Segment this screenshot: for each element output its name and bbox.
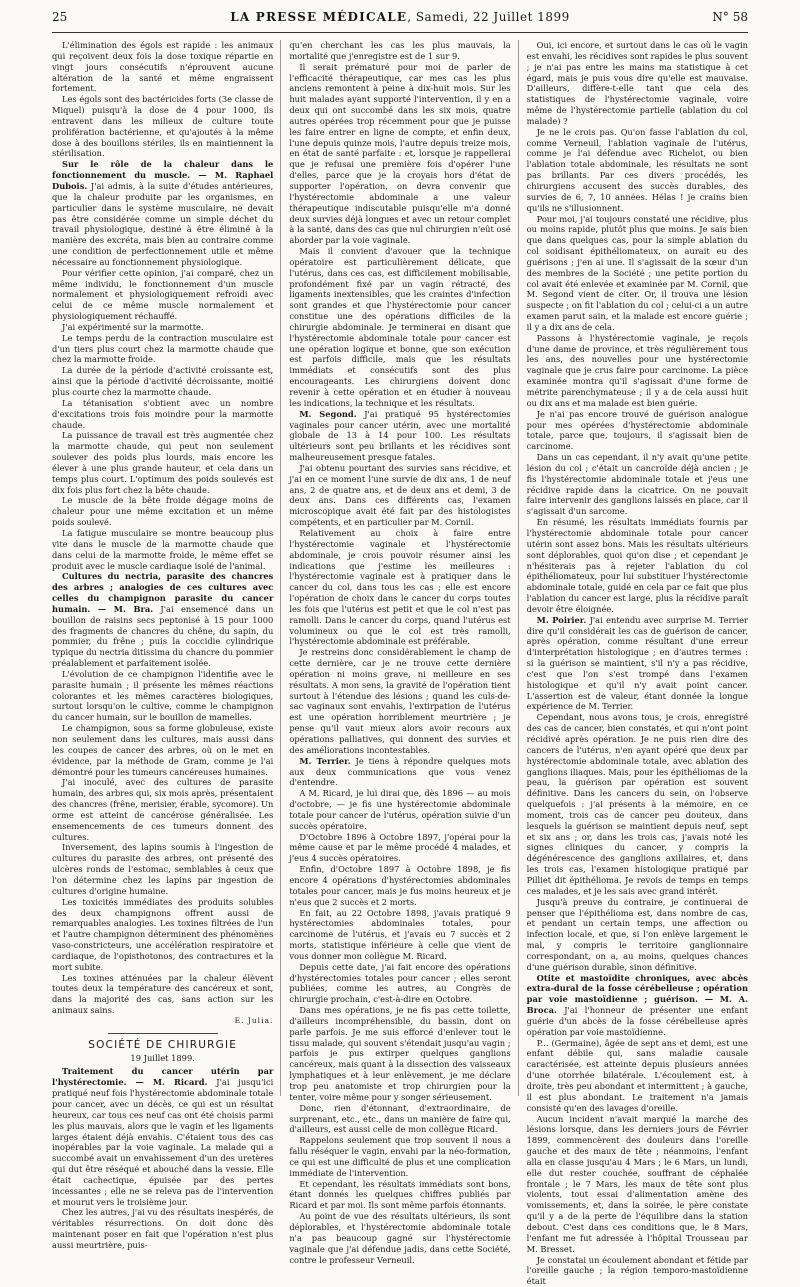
speaker-name: M. Terrier.: [299, 756, 350, 766]
paragraph: Dans un cas cependant, il n'y avait qu'une petite lésion du col ; c'était un cancroïde déjà ancien ; je fis l'hystérectomie abdominale totale et j'eus une récidive rapide dans la cicatrice. On ne pouvait faire intervenir des ganglions laissés en place, car il s'agissait d'un sarcome.: [527, 452, 748, 517]
column-2: [280, 40, 510, 1096]
column-1: [52, 40, 273, 1096]
paragraph: A M. Ricard, je lui dirai que, dès 1896 — au mois d'octobre, — je fis une hystérectomie abdominale totale pour cancer de l'utérus, opération suivie d'un succès opératoire.: [289, 788, 510, 831]
section-divider: [108, 1033, 218, 1034]
speaker-name: M. Poirier.: [537, 615, 587, 625]
paragraph: Oui, ici encore, et surtout dans le cas où le vagin est envahi, les récidives sont rapides le plus souvent ; je n'ai pas entre les mains ma statistique à cet égard, mais je puis vous dire qu'elle est mauvaise. D'ailleurs, diffère-t-elle tant que cela des statistiques de l'hystérectomie vaginale, voire même de l'hystérectomie partielle (ablation du col malade) ?: [527, 40, 748, 127]
paragraph: Les toxicités immédiates des produits solubles des deux champignons offrent aussi de remarquables analogies. Les toxines filtrées de l'un et l'autre champignon déterminent des phénomènes vaso-constricteurs, une accélération respiratoire et cardiaque, de l'opisthotonos, des contractures et la mort subite.: [52, 897, 273, 973]
paragraph: Relativement au choix à faire entre l'hystérectomie vaginale et l'hystérectomie abdominale, je crois pouvoir résumer ainsi les indications que j'estime les meilleures : l'hystérectomie vaginale est à pratiquer dans le cancer du col, dans tous les cas ; elle est encore l'opération de choix dans le cancer du corps toutes les fois que l'utérus est petit et que le col n'est pas ramolli. Dans le cancer du corps, quand l'utérus est volumineux ou que le col est très ramolli, l'hystérectomie abdominale est préférable.: [289, 528, 510, 647]
paragraph: Je restreins donc considérablement le champ de cette dernière, car je ne trouve cette dernière opération ni moins grave, ni meilleure en ses résultats. A mon sens, la gravité de l'opération tient surtout à l'étendue des lésions ; quand les culs-de-sac vaginaux sont envahis, l'extirpation de l'utérus est une opération horriblement meurtrière ; je pense qu'il vaut mieux alors avoir recours aux opérations palliatives, qui donnent des survies et des améliorations incontestables.: [289, 647, 510, 755]
article-title: Cultures du nectria, parasite des chancres des arbres ; analogies de ces cultures avec celles du champignon parasite du cancer humain. — M. Bra.: [52, 571, 273, 614]
paragraph: Dans mes opérations, je ne fis pas cette toilette, d'ailleurs incompréhensible, du bassin, dont on parle parfois. Je me suis efforcé d'enlever tout le tissu malade, qui souvent s'étendait jusqu'au vagin ; parfois je pus extirper quelques ganglions cancéreux, mais quant à la dissection des vaisseaux lymphatiques et à leur enlèvement, je me déclare trop peu anatomiste et trop chirurgien pour la tenter, voire même pour y songer sérieusement.: [289, 1005, 510, 1103]
paragraph: L'élimination des égols est rapide : les animaux qui reçoivent deux fois la dose toxique répartie en vingt jours consécutifs n'éprouvent aucune altération de la santé et même engraissent fortement.: [52, 40, 273, 94]
masthead: [142, 10, 658, 24]
paragraph: Il serait prématuré pour moi de parler de l'efficacité thérapeutique, car mes cas les plus anciens remontent à peine à dix-huit mois. Sur les huit malades ayant supporté l'intervention, il y en a deux qui ont succombé dans les six mois, quatre autres opérées trop récemment pour que je puisse les faire entrer en ligne de compte, et enfin deux, l'une depuis quinze mois, l'autre depuis treize mois, en état de santé parfaite : et, lorsque je rappellerai que je refusai une première fois d'opérer l'une d'elles, parce que je la croyais hors d'état de supporter l'opération, on devra convenir que l'hystérectomie abdominale a une valeur thérapeutique indiscutable puisqu'elle m'a donné deux survies déjà longues et avec un retour complet à la santé, dans des cas que nul chirurgien n'eût osé aborder par la voie vaginale.: [289, 62, 510, 246]
paragraph: Sur le rôle de la chaleur dans le fonctionnement du muscle. — M. Raphael Dubois. J'ai admis, à la suite d'études antérieures, que la chaleur produite par les organismes, en particulier dans le système musculaire, ne devait pas être considérée comme un simple déchet du travail physiologique, destiné à être éliminé à la manière des excréta, mais bien au contraire comme une condition de perfectionnement utile et même nécessaire au fonctionnement physiologique.: [52, 159, 273, 267]
paragraph: Enfin, d'Octobre 1897 à Octobre 1898, je fis encore 4 opérations d'hystérectomies abdominales totales pour cancer, mais je fus moins heureux et je n'eus que 2 succès et 2 morts.: [289, 864, 510, 907]
paragraph: La puissance de travail est très augmentée chez la marmotte chaude, qui peut non seulement soulever des poids plus lourds, mais encore les élever à une plus grande hauteur, et cela dans un temps plus court. L'optimum des poids soulevés est dix fois plus fort chez la bête chaude.: [52, 430, 273, 495]
paragraph: J'ai expérimenté sur la marmotte.: [52, 322, 273, 333]
paragraph: Cependant, nous avons tous, je crois, enregistré des cas de cancer, bien constatés, et qui n'ont point récidivé après opération. Je ne puis rien dire des cancers de l'utérus, n'en ayant opéré que deux par hystérectomie abdominale totale, avec ablation des ganglions iliaques. Mais, pour les épithéliomas de la peau, la guérison par opération est souvent définitive. Dans les cancers du sein, on l'observe quelquefois : j'ai présents à la mémoire, en ce moment, trois cas de cancer peu douteux, dans lesquels la guérison se maintient depuis neuf, sept et six ans ; or, dans les trois cas, j'avais noté les signes cliniques du cancer, y compris la dégénérescence des ganglions axillaires, et, dans les trois cas, l'examen histologique pratiqué par Pilliet dit épithélioma. Je revois de temps en temps ces malades, et je les sais avec grand intérêt.: [527, 712, 748, 896]
paragraph: Rappelons seulement que trop souvent il nous a fallu réséquer le vagin, envahi par la néo-formation, ce qui est une difficulté de plus et une complication immédiate de l'intervention.: [289, 1135, 510, 1178]
paragraph: Je constatai un écoulement abondant et fétide par l'oreille gauche ; la région temporo-mastoïdienne était: [527, 1255, 748, 1287]
paragraph: Pour vérifier cette opinion, j'ai comparé, chez un même individu, le fonctionnement d'un muscle normalement et physiologiquement refroidi avec celui de ce même muscle normalement et physiologiquement réchauffé.: [52, 268, 273, 322]
paragraph: Le champignon, sous sa forme globuleuse, existe non seulement dans les cultures, mais aussi dans les coupes de cancer des arbres, où on le met en évidence, par la méthode de Gram, comme je l'ai démontré pour les tumeurs cancéreuses humaines.: [52, 723, 273, 777]
paragraph: Otite et mastoïdite chroniques, avec abcès extra-dural de la fosse cérébelleuse ; opération par voie mastoïdienne ; guérison. — M. A. Broca. J'ai l'honneur de présenter une enfant guérie d'un abcès de la fosse cérébelleuse après opération par voie mastoïdienne.: [527, 973, 748, 1038]
column-3: [518, 40, 748, 1096]
paragraph: Les égols sont des bactéricides forts (3e classe de Miquel) puisqu'à la dose de 4 pour 1000, ils entravent dans les milieux de culture toute prolifération bactérienne, et qu'ajoutés à la même dose à des bouillons stériles, ils en maintiennent la stérilisation.: [52, 94, 273, 159]
paragraph: M. Segond. J'ai pratiqué 95 hystérectomies vaginales pour cancer utérin, avec une mortalité globale de 13 à 14 pour 100. Les résultats ultérieurs sont peu brillants et les récidives sont malheureusement presque fatales.: [289, 409, 510, 463]
article-title: Traitement du cancer utérin par l'hystérectomie. — M. Ricard.: [52, 1066, 273, 1087]
speaker-name: M. Segond.: [299, 409, 356, 419]
paragraph: En fait, au 22 Octobre 1898, j'avais pratiqué 9 hystérectomies abdominales totales, pour carcinome de l'utérus, et j'avais eu 7 succès et 2 morts, statistique inférieure à celle que vient de vous donner mon collègue M. Ricard.: [289, 908, 510, 962]
paragraph: Chez les autres, j'ai vu des résultats inespérés, de véritables résurrections. On doit donc dès maintenant poser en fait que l'opération n'est plus aussi meurtrière, puis-: [52, 1207, 273, 1250]
paragraph: Le muscle de la bête froide dégage moins de chaleur pour une même excitation et un même poids soulevé.: [52, 495, 273, 528]
paragraph: En résumé, les résultats immédiats fournis par l'hystérectomie abdominale totale pour cancer utérin sont assez bons. Mais les résultats ultérieurs sont déplorables, quoi qu'on dise ; et cependant je n'hésiterais pas à rejeter l'ablation du col épithéliomateux, pour lui substituer l'hystérectomie abdominale totale, guidé en cela par ce fait que plus l'ablation du cancer est large, plus la récidive paraît devoir être éloignée.: [527, 517, 748, 615]
paragraph: Mais il convient d'avouer que la technique opératoire est particulièrement délicate, que l'utérus, dans ces cas, est difficilement mobilisable, profondément fixé par un vagin rétracté, des ligaments inextensibles, que les craintes d'infection sont grandes et que l'hystérectomie pour cancer constitue une des opérations difficiles de la chirurgie abdominale. Je terminerai en disant que l'hystérectomie abdominale totale pour cancer est une opération logique et bonne, que son exécution est parfois difficile, mais que les résultats immédiats et consécutifs sont des plus encourageants. Les chirurgiens doivent donc revenir à cette opération et en étudier à nouveau les indications, la technique et les résultats.: [289, 246, 510, 409]
article-columns: [52, 40, 748, 1096]
paragraph: J'ai obtenu pourtant des survies sans récidive, et j'ai en ce moment l'une survie de dix ans, 1 de neuf ans, 2 de quatre ans, et de deux ans et demi, 3 de deux ans. Dans ces différents cas, l'examen microscopique avait été fait par des histologistes compétents, et en particulier par M. Cornil.: [289, 463, 510, 528]
paragraph: Cultures du nectria, parasite des chancres des arbres ; analogies de ces cultures avec celles du champignon parasite du cancer humain. — M. Bra. J'ai ensemencé dans un bouillon de raisins secs peptonisé à 15 pour 1000 des fragments de chancres du chêne, du sapin, du pommier, du frêne ; puis la coccidie cylindrique typique du nectria ditissima du chancre du pommier préalablement et parfaitement isolée.: [52, 571, 273, 669]
page-header: [52, 10, 748, 33]
page-number: 25: [52, 10, 142, 24]
author-signature: E. Julia.: [52, 1016, 273, 1027]
paragraph: D'Octobre 1896 à Octobre 1897, j'opérai pour la même cause et par le même procédé 4 malades, et j'eus 4 succès opératoires.: [289, 832, 510, 865]
paragraph: La tétanisation s'obtient avec un nombre d'excitations trois fois moindre pour la marmotte chaude.: [52, 398, 273, 431]
paragraph: Au point de vue des résultats ultérieurs, ils sont déplorables, et l'hystérectomie abdominale totale n'a pas beaucoup gagné sur l'hystérectomie vaginale que j'ai défendue jadis, dans cette Société, contre le professeur Verneuil.: [289, 1211, 510, 1265]
paragraph: La durée de la période d'activité croissante est, ainsi que la période d'activité décroissante, moitié plus courte chez la marmotte chaude.: [52, 365, 273, 398]
article-title: Otite et mastoïdite chroniques, avec abcès extra-dural de la fosse cérébelleuse ; opération par voie mastoïdienne ; guérison. — M. A. Broca.: [527, 973, 748, 1016]
paragraph: La fatigue musculaire se montre beaucoup plus vite dans le muscle de la marmotte chaude que dans celui de la marmotte froide, le même effet se produit avec le muscle cardiaque isolé de l'animal.: [52, 528, 273, 571]
paragraph: L'évolution de ce champignon l'identifie avec le parasite humain ; il présente les mêmes réactions colorantes et les mêmes caractères biologiques, surtout lorsqu'on le cultive, comme le champignon du cancer humain, sur le bouillon de mamelles.: [52, 669, 273, 723]
article-title: Sur le rôle de la chaleur dans le fonctionnement du muscle. — M. Raphael Dubois.: [52, 159, 273, 191]
paragraph: P... (Germaine), âgée de sept ans et demi, est une enfant débile qui, sans maladie causale caractérisée, est atteinte depuis plusieurs années d'une otorrhée bilatérale. L'écoulement est, à droite, très peu abondant et intermittent ; à gauche, il est plus abondant. Le traitement n'a jamais consisté qu'en des lavages d'oreille.: [527, 1038, 748, 1114]
paragraph: Pour moi, j'ai toujours constaté une récidive, plus ou moins rapide, plutôt plus que moins. Je sais bien que dans quelques cas, pour la simple ablation du col soidisant épithéliomateux, on aurait eu des guérisons ; j'en ai une. Il s'agissait de la sœur d'un des membres de la Société ; une petite portion du col avait été enlevée et examinée par M. Cornil, que M. Segond vient de citer. Or, il trouva une lésion suspecte ; on fit l'ablation du col ; celui-ci a un autre examen parut sain, et la malade est encore guérie ; il y a dix ans de cela.: [527, 214, 748, 333]
paragraph: Aucun incident n'avait marqué la marche des lésions lorsque, dans les derniers jours de Février 1899, commencèrent des douleurs dans l'oreille gauche et des maux de tête ; néanmoins, l'enfant alla en classe jusqu'au 4 Mars ; le 6 Mars, un lundi, elle dut rester couchée, souffrant de céphalée frontale ; le 7 Mars, les maux de tête sont plus violents, tout essai d'alimentation amène des vomissements, et, dans la soirée, le père constate qu'il y a de la perte de l'équilibre dans la station debout. C'est dans ces conditions que, le 8 Mars, l'enfant me fut adressée à l'hôpital Trousseau par M. Bresset.: [527, 1114, 748, 1255]
issue-date: , Samedi, 22 Juillet 1899: [407, 10, 570, 24]
paragraph: Traitement du cancer utérin par l'hystérectomie. — M. Ricard. J'ai jusqu'ici pratiqué neuf fois l'hystérectomie abdominale totale pour cancer, avec un décès, ce qui est un résultat heureux, car tous ces neuf cas ont été choisis parmi les plus mauvais, alors que le vagin et les ligaments larges étaient déjà envahis. C'étaient tous des cas inopérables par la voie vaginale. La malade qui a succombé avait un envahissement d'un des uretères qui dut être réséqué et abouché dans la vessie. Elle était cachectique, épuisée par des pertes incessantes ; elle ne se releva pas de l'intervention et mourut vers le troisième jour.: [52, 1066, 273, 1207]
section-date: 19 Juillet 1899.: [52, 1053, 273, 1064]
journal-title: LA PRESSE MÉDICALE: [230, 10, 407, 24]
paragraph: Je ne le crois pas. Qu'on fasse l'ablation du col, comme Verneuil, l'ablation vaginale de l'utérus, comme je l'ai défendue avec Richelot, ou bien l'ablation totale abdominale, les résultats ne sont pas brillants. Par ces divers procédés, les chirurgiens accusent des succès durables, des survies de 6, 7, 10 années. Hélas ! je crains bien qu'ils ne s'illusionnent.: [527, 127, 748, 214]
paragraph: M. Poirier. J'ai entendu avec surprise M. Terrier dire qu'il considérait les cas de guérison de cancer, après opération, comme résultant d'une erreur d'interprétation histologique ; en d'autres termes : si la guérison se maintient, s'il n'y a pas récidive, c'est que l'on s'est trompé dans l'examen histologique et qu'il n'y avait point cancer. L'assertion est de valeur, étant donnée la longue expérience de M. Terrier.: [527, 615, 748, 713]
paragraph: Depuis cette date, j'ai fait encore des opérations d'hystérectomies totales pour cancer ; elles seront publiées, comme les autres, au Congrès de chirurgie prochain, c'est-à-dire en Octobre.: [289, 962, 510, 1005]
paragraph: J'ai inoculé, avec des cultures de parasite humain, des arbres qui, six mois après, présentaient des chancres (frêne, merisier, érable, sycomore). Un orme est atteint de cancérose généralisée. Les ensemencements de ces tumeurs donnent des cultures.: [52, 777, 273, 842]
issue-number: N° 58: [658, 10, 748, 24]
paragraph: qu'en cherchant les cas les plus mauvais, la mortalité que j'enregistre est de 1 sur 9.: [289, 40, 510, 62]
paragraph: Les toxines atténuées par la chaleur élèvent toutes deux la température des cancéreux et sont, dans la majorité des cas, sans action sur les animaux sains.: [52, 973, 273, 1016]
paragraph: M. Terrier. Je tiens à répondre quelques mots aux deux communications que vous venez d'entendre.: [289, 756, 510, 789]
paragraph: Inversement, des lapins soumis à l'ingestion de cultures du parasite des arbres, ont présenté des ulcères ronds de l'estomac, semblables à ceux que l'on détermine chez les lapins par ingestion de cultures d'origine humaine.: [52, 842, 273, 896]
paragraph: Je n'ai pas encore trouvé de guérison analogue pour mes opérées d'hystérectomie abdominale totale, parce que, toujours, il s'agissait bien de carcinome.: [527, 409, 748, 452]
paragraph: Et cependant, les résultats immédiats sont bons, étant donnés les quelques chiffres publiés par Ricard et par moi. Ils sont même parfois étonnants.: [289, 1179, 510, 1212]
paragraph: Passons à l'hystérectomie vaginale, je reçois d'une dame de province, et très régulièrement tous les ans, des nouvelles pour une hystérectomie vaginale que je crus faire pour carcinome. La pièce examinée montra qu'il s'agissait d'une forme de métrite parenchymateuse ; il y a de cela aussi huit ou dix ans et ma malade est bien guérie.: [527, 333, 748, 409]
paragraph: Donc, rien d'étonnant, d'extraordinaire, de surprenant, etc., etc., dans un manière de faire qui, d'ailleurs, est aussi celle de mon collègue Ricard.: [289, 1103, 510, 1136]
section-title: SOCIÉTÉ DE CHIRURGIE: [52, 1040, 273, 1051]
paragraph: Jusqu'à preuve du contraire, je continuerai de penser que l'épithélioma est, dans nombre de cas, et pendant un certain temps, une affection ou infection locale, et que, si l'on enlève largement le mal, y compris le territoire ganglionnaire correspondant, on a, au moins, quelques chances d'une guérison durable, sinon définitive.: [527, 897, 748, 973]
paragraph: Le temps perdu de la contraction musculaire est d'un tiers plus court chez la marmotte chaude que chez la marmotte froide.: [52, 333, 273, 366]
